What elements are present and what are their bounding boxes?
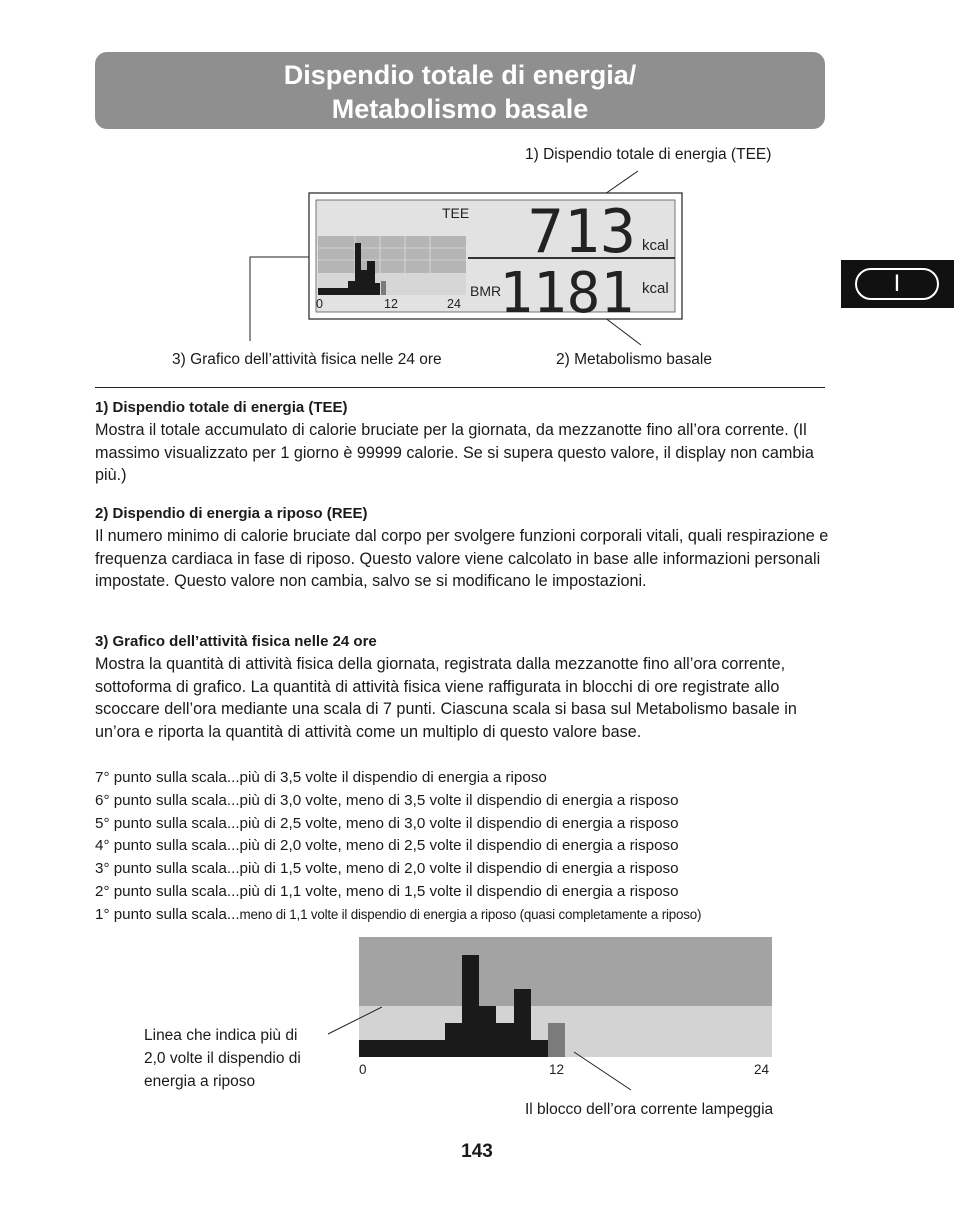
section-activity-body: Mostra la quantità di attività fisica della giornata, registrata dalla mezzanotte fino all’ora corrente, sottoforma di grafico. La quantità di attività fisica viene raffigurata in blocchi di ore registrate allo scoccare dell’ora mediante una scala di 7 punti. Ciascuna scala si basa sul Metabolismo basale in un’ora e riporta la quantità di attività come un multiplo di questo valore base. [95,655,797,741]
lcd-tee-label: TEE [442,205,470,221]
lcd-mini-graph [318,236,466,295]
section-ree-body: Il numero minimo di calorie bruciate dal corpo per svolgere funzioni corporali vitali, quali respirazione e frequenza cardiaca in fase di riposo. Questo valore viene calcolato in base alle informazioni personali impostate. Questo valore non cambia, salvo se si modificano le impostazioni. [95,527,829,590]
graph-upper-band [359,937,772,1006]
lcd-bmr-label: BMR [470,283,502,299]
lcd-axis-tick-24: 24 [447,297,461,311]
scale-point-4: 4° punto sulla scala...più di 2,0 volte, meno di 2,5 volte il dispendio di energia a risposo [95,837,679,855]
language-tab-label: I [855,268,939,300]
scale-point-1 [95,904,835,927]
lcd-tee-unit: kcal [642,237,669,254]
section-ree [95,503,830,593]
leader-line-current-hour [574,1052,631,1090]
graph-axis-tick-24: 24 [754,1062,770,1077]
threshold-annotation-line-2: 2,0 volte il dispendio di [144,1050,301,1067]
graph-axis-tick-0: 0 [359,1062,367,1077]
section-tee [95,397,830,487]
scale-point-7: 7° punto sulla scala...più di 3,5 volte il dispendio di energia a riposo [95,769,547,786]
scale-list [95,767,835,927]
section-divider [95,387,825,388]
section-tee-body: Mostra il totale accumulato di calorie bruciate per la giornata, da mezzanotte fino all’ora corrente. (Il massimo visualizzato per 1 giorno è 99999 calorie. Se si supera questo valore, il display non cambia più.) [95,421,814,484]
callout-bmr: 2) Metabolismo basale [556,351,712,368]
page-number: 143 [461,1141,493,1162]
current-hour-annotation: Il blocco dell’ora corrente lampeggia [525,1101,774,1118]
lcd-tee-value: 713 [527,197,636,267]
title-line-2: Metabolismo basale [331,94,589,124]
section-tee-heading: 1) Dispendio totale di energia (TEE) [95,399,348,416]
mini-graph-upper-band [318,236,466,273]
threshold-annotation-line-3: energia a riposo [144,1073,256,1090]
scale-point-2: 2° punto sulla scala...più di 1,1 volte, meno di 1,5 volte il dispendio di energia a risposo [95,882,679,900]
scale-point-5: 5° punto sulla scala...più di 2,5 volte, meno di 3,0 volte il dispendio di energia a risposo [95,814,679,832]
scale-point-6: 6° punto sulla scala...più di 3,0 volte, meno di 3,5 volte il dispendio di energia a risposo [95,791,679,809]
callout-tee: 1) Dispendio totale di energia (TEE) [525,146,772,163]
scale-point-1-prefix: 1° punto sulla scala... [95,905,240,923]
lcd-axis-tick-12: 12 [384,297,398,311]
section-activity-graph [95,631,830,743]
lcd-axis-tick-0: 0 [316,297,323,311]
lcd-bmr-unit: kcal [642,280,669,297]
scale-point-3: 3° punto sulla scala...più di 1,5 volte, meno di 2,0 volte il dispendio di energia a risposo [95,860,679,878]
threshold-line-annotation [144,1024,301,1093]
threshold-annotation-line-1: Linea che indica più di [144,1027,298,1044]
lcd-illustration [0,0,954,400]
callout-graph: 3) Grafico dell’attività fisica nelle 24 ore [172,351,442,368]
section-ree-heading: 2) Dispendio di energia a riposo (REE) [95,505,368,522]
scale-point-1-rest: meno di 1,1 volte il dispendio di energia a riposo (quasi completamente a riposo) [239,906,702,922]
lcd-bmr-value: 1181 [499,261,634,326]
graph-current-hour-bar [548,1023,565,1057]
graph-axis-tick-12: 12 [549,1062,565,1077]
section-activity-heading: 3) Grafico dell’attività fisica nelle 24 ore [95,633,377,650]
leader-line-graph [250,257,318,341]
mini-graph-current-bar [381,281,386,295]
title-line-1: Dispendio totale di energia/ [283,60,637,90]
